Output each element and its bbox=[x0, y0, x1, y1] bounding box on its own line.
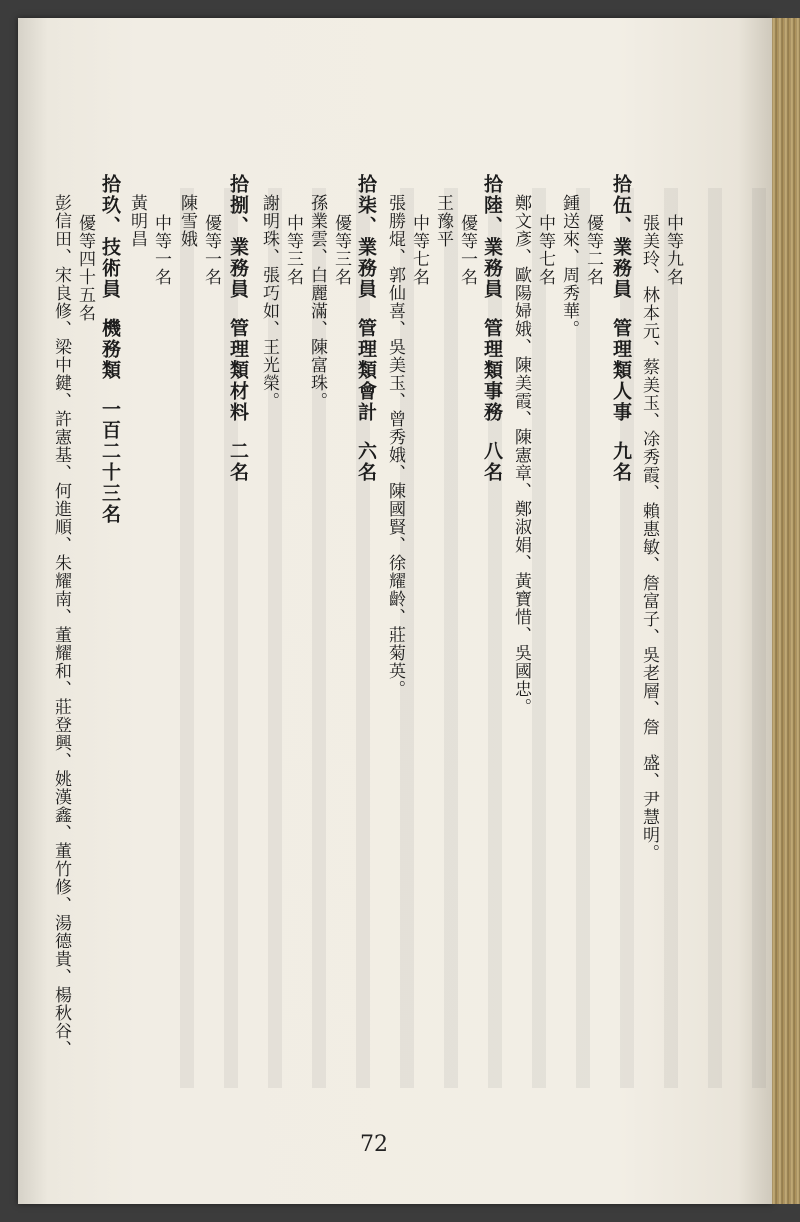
rank-label: 中等七名 bbox=[535, 214, 555, 286]
page-number: 72 bbox=[360, 1132, 388, 1157]
show-through-text bbox=[158, 188, 778, 1088]
name-list: 鄭文彥、歐陽婦娥、陳美霞、陳憲章、鄭淑娟、黃寶惜、吳國忠。 bbox=[511, 194, 531, 716]
rank-label: 優等一名 bbox=[201, 214, 221, 286]
rank-label: 優等四十五名 bbox=[75, 214, 95, 322]
section-heading-17 bbox=[356, 174, 375, 483]
heading-title: 拾玖、技術員 bbox=[99, 174, 121, 300]
section-heading-15 bbox=[611, 174, 630, 483]
heading-title: 拾伍、業務員 bbox=[610, 174, 632, 300]
name-list: 孫業雲、白麗滿、陳富珠。 bbox=[307, 194, 327, 410]
heading-title: 拾柒、業務員 bbox=[355, 174, 377, 300]
name-list: 彭信田、宋良修、梁中鍵、許憲基、何進順、朱耀南、董耀和、莊登興、姚漢鑫、董竹修、湯德貴、楊秋谷、 bbox=[51, 194, 71, 1058]
rank-label: 中等九名 bbox=[663, 214, 683, 286]
name-list: 張美玲、林本元、蔡美玉、凃秀霞、賴惠敏、詹富子、吳老層、詹 盛、尹慧明。 bbox=[639, 214, 659, 862]
heading-category: 機務類 bbox=[99, 318, 121, 381]
heading-category: 管理類會計 bbox=[355, 318, 377, 423]
rank-label: 中等三名 bbox=[283, 214, 303, 286]
rank-label: 中等一名 bbox=[151, 214, 171, 286]
section-heading-19 bbox=[100, 174, 119, 525]
heading-title: 拾陸、業務員 bbox=[481, 174, 503, 300]
heading-count: 一百二十三名 bbox=[99, 399, 121, 525]
section-heading-16 bbox=[482, 174, 501, 483]
rank-label: 中等七名 bbox=[409, 214, 429, 286]
name-list: 張勝焜、郭仙喜、吳美玉、曾秀娥、陳國賢、徐耀齡、莊菊英。 bbox=[385, 194, 405, 698]
heading-count: 八名 bbox=[481, 441, 503, 483]
name-list: 王豫平 bbox=[433, 194, 453, 248]
name-list: 黃明昌 bbox=[127, 194, 147, 248]
rank-label: 優等二名 bbox=[583, 214, 603, 286]
heading-count: 六名 bbox=[355, 441, 377, 483]
heading-category: 管理類人事 bbox=[610, 318, 632, 423]
heading-category: 管理類事務 bbox=[481, 318, 503, 423]
name-list: 陳雪娥 bbox=[177, 194, 197, 248]
rank-label: 優等一名 bbox=[457, 214, 477, 286]
rank-label: 優等三名 bbox=[331, 214, 351, 286]
heading-count: 九名 bbox=[610, 441, 632, 483]
name-list: 鍾送來、周秀華。 bbox=[559, 194, 579, 338]
heading-category: 管理類材料 bbox=[227, 318, 249, 423]
name-list: 謝明珠、張巧如、王光榮。 bbox=[259, 194, 279, 410]
heading-title: 拾捌、業務員 bbox=[227, 174, 249, 300]
book-page-edges bbox=[772, 18, 800, 1204]
section-heading-18 bbox=[228, 174, 247, 483]
heading-count: 二名 bbox=[227, 441, 249, 483]
